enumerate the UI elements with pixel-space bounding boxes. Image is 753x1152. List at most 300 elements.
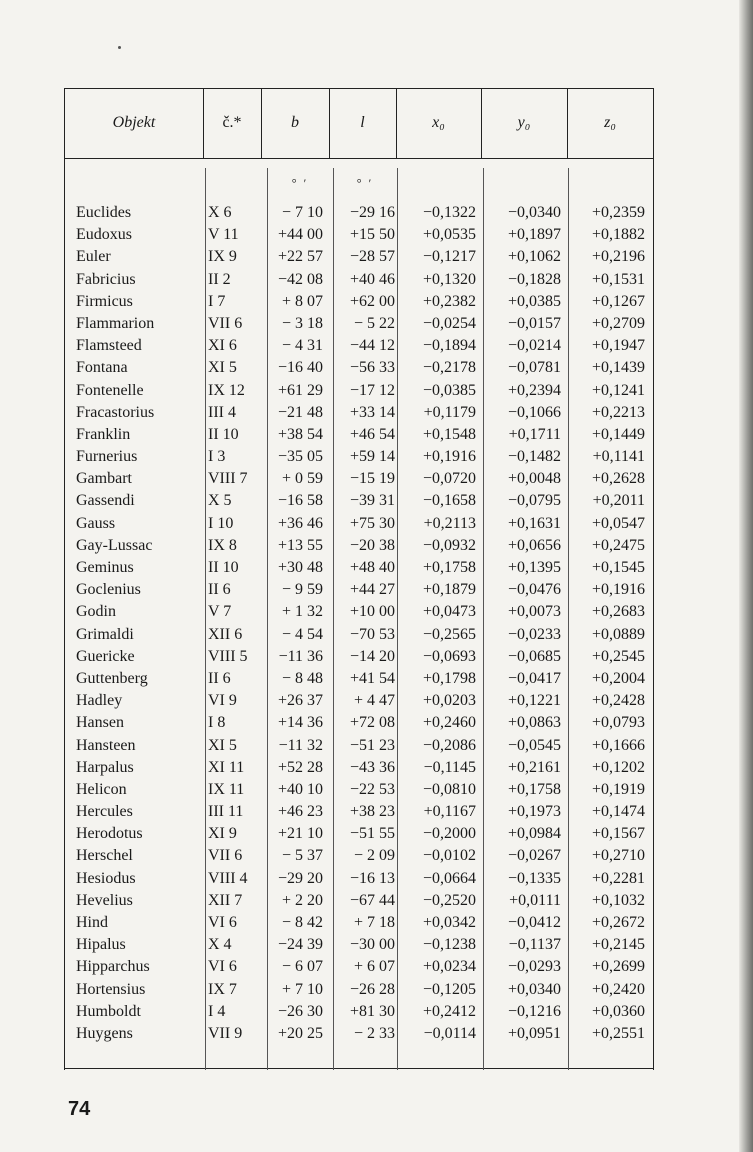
coordinate-y0: −0,0412 xyxy=(507,914,561,931)
latitude-b: +38 54 xyxy=(277,425,323,443)
table-row xyxy=(65,357,653,379)
latitude-b: − 8 42 xyxy=(281,914,323,931)
sheet-number: X 5 xyxy=(208,492,232,510)
sheet-number: X 4 xyxy=(208,936,232,954)
coordinate-y0: +0,0340 xyxy=(507,980,561,998)
longitude-l: −28 57 xyxy=(349,248,395,266)
table-row xyxy=(65,646,653,668)
longitude-l: +48 40 xyxy=(349,559,395,576)
table-row xyxy=(65,624,653,646)
latitude-b: +14 36 xyxy=(277,714,323,732)
coordinate-x0: −0,0385 xyxy=(422,381,476,399)
coordinate-z0: +0,1474 xyxy=(591,803,645,821)
sheet-number: VIII 7 xyxy=(208,470,248,488)
coordinate-x0: +0,2113 xyxy=(423,514,476,532)
header-bottom-rule xyxy=(65,158,653,159)
object-name: Hipparchus xyxy=(76,958,150,976)
longitude-l: − 5 22 xyxy=(353,314,395,332)
table-row xyxy=(65,535,653,557)
coordinate-y0: +0,0111 xyxy=(509,891,561,909)
longitude-l: −51 55 xyxy=(349,825,395,843)
coordinate-y0: −0,0417 xyxy=(507,669,561,687)
latitude-b: +46 23 xyxy=(277,803,323,821)
object-name: Harpalus xyxy=(76,758,134,776)
table-bottom-rule xyxy=(65,1068,653,1069)
latitude-b: +26 37 xyxy=(277,692,323,710)
coordinate-y0: +0,0656 xyxy=(507,536,561,554)
coordinate-z0: +0,2709 xyxy=(591,314,645,332)
coordinate-x0: −0,0810 xyxy=(422,780,476,798)
coordinate-z0: +0,0360 xyxy=(591,1002,645,1020)
sheet-number: I 10 xyxy=(208,514,234,532)
coordinate-z0: +0,2420 xyxy=(591,980,645,998)
coordinate-y0: −0,0545 xyxy=(507,736,561,754)
unit-b: ° ′ xyxy=(291,176,309,190)
sheet-number: VIII 4 xyxy=(208,869,248,887)
object-name: Flamsteed xyxy=(76,337,142,355)
object-name: Huygens xyxy=(76,1024,133,1042)
coordinate-z0: +0,2672 xyxy=(591,914,645,931)
header-object: Objekt xyxy=(112,114,156,131)
table-row xyxy=(65,690,653,712)
coordinate-y0: +0,1395 xyxy=(507,559,561,576)
table-row xyxy=(65,979,653,1001)
page-number: 74 xyxy=(68,1098,91,1120)
coordinate-x0: −0,1205 xyxy=(422,980,476,998)
coordinate-x0: +0,1758 xyxy=(422,559,476,576)
sheet-number: II 6 xyxy=(208,669,231,687)
table-row xyxy=(65,934,653,956)
table-row xyxy=(65,202,653,224)
table-row xyxy=(65,402,653,424)
longitude-l: +44 27 xyxy=(349,581,395,599)
coordinate-y0: −0,0267 xyxy=(507,847,561,865)
coordinate-x0: −0,0932 xyxy=(422,536,476,554)
latitude-b: −29 20 xyxy=(277,869,323,887)
latitude-b: −16 40 xyxy=(277,359,323,377)
longitude-l: +75 30 xyxy=(349,514,395,532)
coordinate-y0: −0,0157 xyxy=(507,314,561,332)
coordinate-x0: −0,2178 xyxy=(422,359,476,377)
table-row xyxy=(65,890,653,912)
table-row xyxy=(65,269,653,291)
header-z0: z₀ xyxy=(604,114,616,131)
longitude-l: −16 13 xyxy=(349,869,395,887)
object-name: Fracastorius xyxy=(76,403,155,421)
table-row xyxy=(65,601,653,623)
coordinate-z0: +0,2545 xyxy=(591,647,645,665)
object-name: Gassendi xyxy=(76,492,135,510)
object-name: Fontana xyxy=(76,359,128,377)
object-name: Hind xyxy=(76,914,108,931)
sheet-number: XI 6 xyxy=(208,337,237,355)
table-row xyxy=(65,779,653,801)
coordinate-x0: +0,2382 xyxy=(422,292,476,310)
coordinate-x0: −0,1658 xyxy=(422,492,476,510)
coordinate-y0: +0,1897 xyxy=(507,226,561,244)
object-name: Grimaldi xyxy=(76,625,134,643)
header-y0: y₀ xyxy=(517,114,531,131)
latitude-b: − 4 31 xyxy=(281,337,323,355)
sheet-number: VI 6 xyxy=(208,958,237,976)
latitude-b: + 1 32 xyxy=(281,603,323,621)
sheet-number: IX 7 xyxy=(208,980,237,998)
sheet-number: V 11 xyxy=(208,226,239,244)
object-name: Hesiodus xyxy=(76,869,136,887)
table-row xyxy=(65,735,653,757)
latitude-b: −42 08 xyxy=(277,270,323,288)
longitude-l: + 7 18 xyxy=(353,914,395,931)
longitude-l: +41 54 xyxy=(349,669,395,687)
header-x0: x₀ xyxy=(432,114,445,131)
sheet-number: II 10 xyxy=(208,559,239,576)
table-row xyxy=(65,291,653,313)
coordinate-x0: −0,2565 xyxy=(422,625,476,643)
longitude-l: −22 53 xyxy=(349,780,395,798)
coordinate-z0: +0,2428 xyxy=(591,692,645,710)
page-edge-shadow xyxy=(739,0,753,1152)
table-row xyxy=(65,490,653,512)
coordinate-z0: +0,1916 xyxy=(591,581,645,599)
coordinate-y0: −0,1216 xyxy=(507,1002,561,1020)
coordinate-x0: −0,0102 xyxy=(422,847,476,865)
object-name: Euler xyxy=(76,248,111,266)
latitude-b: + 2 20 xyxy=(281,891,323,909)
coordinate-x0: −0,2086 xyxy=(422,736,476,754)
object-name: Furnerius xyxy=(76,448,138,466)
latitude-b: −11 32 xyxy=(278,736,323,754)
longitude-l: + 6 07 xyxy=(353,958,395,976)
coordinate-y0: +0,1631 xyxy=(507,514,561,532)
longitude-l: +38 23 xyxy=(349,803,395,821)
sheet-number: VII 9 xyxy=(208,1024,243,1042)
coordinate-x0: −0,0720 xyxy=(422,470,476,488)
header-l: l xyxy=(360,114,365,131)
object-name: Herschel xyxy=(76,847,133,865)
coordinate-z0: +0,1141 xyxy=(592,448,645,466)
sheet-number: VII 6 xyxy=(208,314,243,332)
coordinate-z0: +0,1947 xyxy=(591,337,645,355)
coordinate-x0: −0,0664 xyxy=(422,869,476,887)
coordinate-y0: +0,0984 xyxy=(507,825,561,843)
longitude-l: −30 00 xyxy=(349,936,395,954)
table-row xyxy=(65,823,653,845)
longitude-l: −26 28 xyxy=(349,980,395,998)
coordinate-y0: −0,1335 xyxy=(507,869,561,887)
coordinate-x0: −0,1894 xyxy=(422,337,476,355)
object-name: Flammarion xyxy=(76,314,155,332)
coordinate-z0: +0,1919 xyxy=(591,780,645,798)
coordinate-z0: +0,1531 xyxy=(591,270,645,288)
coordinate-x0: +0,0342 xyxy=(422,914,476,931)
coordinate-z0: +0,2359 xyxy=(591,204,645,221)
coordinate-y0: +0,2161 xyxy=(507,758,561,776)
coordinate-x0: −0,0114 xyxy=(423,1024,476,1042)
coordinate-y0: −0,0293 xyxy=(507,958,561,976)
coordinate-x0: +0,1167 xyxy=(423,803,476,821)
latitude-b: +22 57 xyxy=(277,248,323,266)
coordinate-x0: +0,0473 xyxy=(422,603,476,621)
longitude-l: −51 23 xyxy=(349,736,395,754)
coordinate-x0: −0,1145 xyxy=(423,758,476,776)
longitude-l: −67 44 xyxy=(349,891,395,909)
object-name: Fontenelle xyxy=(76,381,144,399)
sheet-number: VI 9 xyxy=(208,692,237,710)
longitude-l: +40 46 xyxy=(349,270,395,288)
longitude-l: +59 14 xyxy=(349,448,395,466)
coordinate-z0: +0,2281 xyxy=(591,869,645,887)
coordinate-z0: +0,1267 xyxy=(591,292,645,310)
longitude-l: −44 12 xyxy=(349,337,395,355)
latitude-b: +21 10 xyxy=(277,825,323,843)
object-name: Gauss xyxy=(76,514,116,532)
latitude-b: +30 48 xyxy=(277,559,323,576)
longitude-l: +10 00 xyxy=(349,603,395,621)
object-name: Geminus xyxy=(76,559,134,576)
coordinate-y0: +0,1711 xyxy=(508,425,561,443)
coordinate-y0: +0,1062 xyxy=(507,248,561,266)
coordinate-y0: −0,0781 xyxy=(507,359,561,377)
coordinate-z0: +0,1449 xyxy=(591,425,645,443)
object-name: Helicon xyxy=(76,780,127,798)
latitude-b: + 0 59 xyxy=(281,470,323,488)
latitude-b: +13 55 xyxy=(277,536,323,554)
longitude-l: −17 12 xyxy=(349,381,395,399)
latitude-b: − 8 48 xyxy=(281,669,323,687)
table-row xyxy=(65,468,653,490)
coordinate-y0: −0,1137 xyxy=(508,936,561,954)
coordinate-z0: +0,2004 xyxy=(591,669,645,687)
object-name: Hansteen xyxy=(76,736,136,754)
table-row xyxy=(65,513,653,535)
coordinate-z0: +0,1202 xyxy=(591,758,645,776)
longitude-l: +33 14 xyxy=(349,403,395,421)
object-name: Godin xyxy=(76,603,116,621)
latitude-b: +36 46 xyxy=(277,514,323,532)
coordinate-x0: +0,1916 xyxy=(422,448,476,466)
coordinate-y0: +0,2394 xyxy=(507,381,561,399)
latitude-b: +20 25 xyxy=(277,1024,323,1042)
longitude-l: −15 19 xyxy=(349,470,395,488)
coordinate-y0: −0,0685 xyxy=(507,647,561,665)
sheet-number: IX 9 xyxy=(208,248,237,266)
sheet-number: I 4 xyxy=(208,1002,226,1020)
object-name: Herodotus xyxy=(76,825,143,843)
coordinate-y0: +0,1221 xyxy=(507,692,561,710)
longitude-l: +15 50 xyxy=(349,226,395,244)
coordinate-x0: +0,1879 xyxy=(422,581,476,599)
longitude-l: +46 54 xyxy=(349,425,395,443)
object-name: Hansen xyxy=(76,714,124,732)
coordinate-z0: +0,0793 xyxy=(591,714,645,732)
coordinate-y0: +0,0048 xyxy=(507,470,561,488)
latitude-b: + 7 10 xyxy=(281,980,323,998)
latitude-b: − 3 18 xyxy=(281,314,323,332)
coordinate-x0: +0,0535 xyxy=(422,226,476,244)
sheet-number: VI 6 xyxy=(208,914,237,931)
latitude-b: +61 29 xyxy=(277,381,323,399)
coordinate-z0: +0,1545 xyxy=(591,559,645,576)
latitude-b: −24 39 xyxy=(277,936,323,954)
longitude-l: − 2 09 xyxy=(353,847,395,865)
coordinate-x0: +0,1798 xyxy=(422,669,476,687)
coordinate-x0: −0,0254 xyxy=(422,314,476,332)
longitude-l: +81 30 xyxy=(349,1002,395,1020)
sheet-number: XII 6 xyxy=(208,625,243,643)
coordinate-z0: +0,2683 xyxy=(591,603,645,621)
coordinate-x0: −0,0693 xyxy=(422,647,476,665)
sheet-number: II 2 xyxy=(208,270,231,288)
latitude-b: − 5 37 xyxy=(281,847,323,865)
coordinate-x0: +0,2412 xyxy=(422,1002,476,1020)
sheet-number: I 8 xyxy=(208,714,226,732)
table-row xyxy=(65,224,653,246)
table-body xyxy=(65,202,653,1045)
sheet-number: VIII 5 xyxy=(208,647,248,665)
table-row xyxy=(65,956,653,978)
coordinate-y0: −0,0795 xyxy=(507,492,561,510)
sheet-number: XI 9 xyxy=(208,825,237,843)
object-name: Franklin xyxy=(76,425,131,443)
sheet-number: I 7 xyxy=(208,292,226,310)
table-row xyxy=(65,424,653,446)
object-name: Humboldt xyxy=(76,1002,141,1020)
sheet-number: XI 5 xyxy=(208,359,237,377)
latitude-b: − 6 07 xyxy=(281,958,323,976)
header-b: b xyxy=(291,114,299,131)
longitude-l: −20 38 xyxy=(349,536,395,554)
latitude-b: −11 36 xyxy=(278,647,323,665)
sheet-number: V 7 xyxy=(208,603,232,621)
coordinate-x0: +0,0234 xyxy=(422,958,476,976)
object-name: Hercules xyxy=(76,803,133,821)
sheet-number: XI 11 xyxy=(208,758,245,776)
latitude-b: +44 00 xyxy=(277,226,323,244)
sheet-number: III 11 xyxy=(208,803,244,821)
coordinate-z0: +0,2628 xyxy=(591,470,645,488)
coordinate-z0: +0,2196 xyxy=(591,248,645,266)
coordinate-y0: +0,1973 xyxy=(507,803,561,821)
table-row xyxy=(65,246,653,268)
table-row xyxy=(65,1001,653,1023)
object-name: Hortensius xyxy=(76,980,146,998)
object-name: Hevelius xyxy=(76,891,133,909)
coordinate-x0: −0,2520 xyxy=(422,891,476,909)
coordinate-z0: +0,1567 xyxy=(591,825,645,843)
coordinate-y0: −0,0340 xyxy=(507,204,561,221)
longitude-l: −70 53 xyxy=(349,625,395,643)
coordinate-x0: +0,0203 xyxy=(422,692,476,710)
coordinate-z0: +0,0889 xyxy=(591,625,645,643)
latitude-b: +40 10 xyxy=(277,780,323,798)
longitude-l: − 2 33 xyxy=(353,1024,395,1042)
coordinate-z0: +0,1032 xyxy=(591,891,645,909)
table-row xyxy=(65,335,653,357)
coordinate-y0: −0,1066 xyxy=(507,403,561,421)
table-row xyxy=(65,380,653,402)
coordinate-x0: +0,1320 xyxy=(422,270,476,288)
longitude-l: +72 08 xyxy=(349,714,395,732)
coordinate-z0: +0,1241 xyxy=(591,381,645,399)
table-row xyxy=(65,579,653,601)
coordinate-z0: +0,1666 xyxy=(591,736,645,754)
latitude-b: −21 48 xyxy=(277,403,323,421)
coordinate-z0: +0,2551 xyxy=(591,1024,645,1042)
longitude-l: −39 31 xyxy=(349,492,395,510)
coordinate-y0: −0,1482 xyxy=(507,448,561,466)
object-name: Firmicus xyxy=(76,292,133,310)
longitude-l: + 4 47 xyxy=(353,692,395,710)
coordinate-z0: +0,2699 xyxy=(591,958,645,976)
sheet-number: X 6 xyxy=(208,204,232,221)
latitude-b: −35 05 xyxy=(277,448,323,466)
sheet-number: VII 6 xyxy=(208,847,243,865)
longitude-l: −56 33 xyxy=(349,359,395,377)
coordinate-x0: +0,1548 xyxy=(422,425,476,443)
coordinate-y0: −0,0233 xyxy=(507,625,561,643)
sheet-number: III 4 xyxy=(208,403,236,421)
latitude-b: − 7 10 xyxy=(281,204,323,221)
latitude-b: − 4 54 xyxy=(281,625,323,643)
coordinate-y0: −0,1828 xyxy=(507,270,561,288)
coordinate-z0: +0,2145 xyxy=(591,936,645,954)
longitude-l: −43 36 xyxy=(349,758,395,776)
coordinate-x0: −0,1238 xyxy=(422,936,476,954)
table-row xyxy=(65,557,653,579)
object-name: Eudoxus xyxy=(76,226,132,244)
coordinate-z0: +0,2213 xyxy=(591,403,645,421)
latitude-b: −26 30 xyxy=(277,1002,323,1020)
sheet-number: XI 5 xyxy=(208,736,237,754)
object-name: Hipalus xyxy=(76,936,126,954)
latitude-b: + 8 07 xyxy=(281,292,323,310)
latitude-b: − 9 59 xyxy=(281,581,323,599)
coordinate-y0: −0,0214 xyxy=(507,337,561,355)
coordinate-x0: +0,1179 xyxy=(423,403,476,421)
coordinate-z0: +0,1439 xyxy=(591,359,645,377)
object-name: Hadley xyxy=(76,692,123,710)
coordinate-y0: +0,1758 xyxy=(507,780,561,798)
header-sheet: č.* xyxy=(222,114,242,131)
latitude-b: +52 28 xyxy=(277,758,323,776)
sheet-number: I 3 xyxy=(208,448,226,466)
object-name: Gay-Lussac xyxy=(76,536,153,554)
longitude-l: −29 16 xyxy=(349,204,395,221)
table-row xyxy=(65,712,653,734)
sheet-number: XII 7 xyxy=(208,891,243,909)
object-name: Gambart xyxy=(76,470,132,488)
table-row xyxy=(65,912,653,934)
table-row xyxy=(65,757,653,779)
coordinate-y0: +0,0385 xyxy=(507,292,561,310)
object-name: Fabricius xyxy=(76,270,136,288)
sheet-number: II 6 xyxy=(208,581,231,599)
object-name: Guericke xyxy=(76,647,135,665)
table-row xyxy=(65,446,653,468)
sheet-number: IX 12 xyxy=(208,381,245,399)
object-name: Goclenius xyxy=(76,581,141,599)
sheet-number: IX 8 xyxy=(208,536,237,554)
coordinate-y0: −0,0476 xyxy=(507,581,561,599)
table-row xyxy=(65,801,653,823)
longitude-l: +62 00 xyxy=(349,292,395,310)
table-row xyxy=(65,668,653,690)
coordinate-y0: +0,0073 xyxy=(507,603,561,621)
longitude-l: −14 20 xyxy=(349,647,395,665)
coordinate-z0: +0,0547 xyxy=(591,514,645,532)
coordinate-x0: +0,2460 xyxy=(422,714,476,732)
coordinate-x0: −0,1217 xyxy=(422,248,476,266)
